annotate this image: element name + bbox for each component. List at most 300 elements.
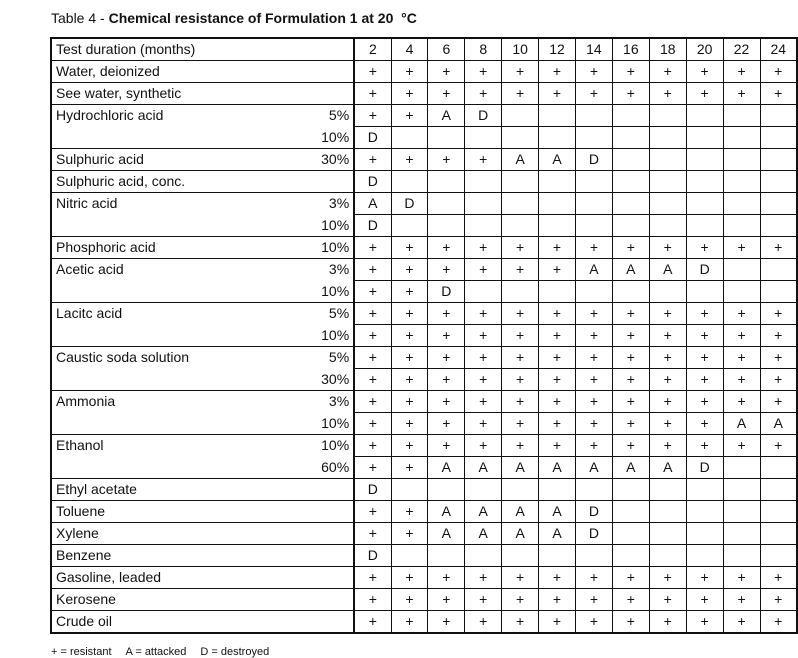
result-cell: + xyxy=(575,413,612,435)
result-cell: + xyxy=(686,61,723,83)
result-cell: + xyxy=(428,149,465,171)
result-cell xyxy=(723,281,760,303)
result-cell: + xyxy=(539,413,576,435)
result-cell: + xyxy=(649,567,686,589)
result-cell: A xyxy=(575,259,612,281)
result-cell: + xyxy=(465,303,502,325)
result-cell: + xyxy=(760,589,797,611)
table-row xyxy=(51,545,797,567)
result-cell xyxy=(465,215,502,237)
result-cell xyxy=(465,193,502,215)
result-cell: A xyxy=(539,501,576,523)
result-cell: + xyxy=(575,435,612,457)
result-cell: + xyxy=(723,83,760,105)
substance-name xyxy=(51,413,302,435)
month-header: 20 xyxy=(686,38,723,61)
result-cell: + xyxy=(575,589,612,611)
result-cell xyxy=(723,501,760,523)
concentration: 10% xyxy=(302,325,354,347)
result-cell: D xyxy=(354,215,391,237)
result-cell xyxy=(428,193,465,215)
result-cell xyxy=(612,149,649,171)
result-cell: + xyxy=(686,83,723,105)
result-cell xyxy=(649,105,686,127)
result-cell: + xyxy=(686,303,723,325)
result-cell: + xyxy=(539,325,576,347)
result-cell: D xyxy=(575,149,612,171)
concentration: 5% xyxy=(328,349,350,366)
month-header: 10 xyxy=(502,38,539,61)
resistance-table xyxy=(50,37,798,634)
table-body xyxy=(51,61,797,634)
result-cell xyxy=(612,545,649,567)
result-cell: + xyxy=(354,611,391,634)
result-cell xyxy=(686,149,723,171)
result-cell: + xyxy=(575,83,612,105)
result-cell xyxy=(760,215,797,237)
result-cell: A xyxy=(354,193,391,215)
result-cell: + xyxy=(465,369,502,391)
legend-attacked: A = attacked xyxy=(125,646,187,658)
result-cell: + xyxy=(465,149,502,171)
result-cell xyxy=(649,523,686,545)
result-cell: + xyxy=(760,303,797,325)
result-cell: + xyxy=(612,435,649,457)
result-cell: + xyxy=(354,325,391,347)
result-cell xyxy=(575,127,612,149)
result-cell: + xyxy=(428,413,465,435)
result-cell: + xyxy=(575,369,612,391)
result-cell: + xyxy=(502,435,539,457)
result-cell xyxy=(760,105,797,127)
month-header: 18 xyxy=(649,38,686,61)
result-cell: + xyxy=(502,303,539,325)
table-row xyxy=(51,193,797,215)
concentration: 3% xyxy=(328,261,350,278)
result-cell: + xyxy=(760,391,797,413)
result-cell: + xyxy=(723,391,760,413)
result-cell: + xyxy=(391,281,428,303)
result-cell: D xyxy=(354,545,391,567)
result-cell: + xyxy=(612,369,649,391)
substance-name: Sulphuric acid, conc. xyxy=(51,171,302,193)
result-cell: A xyxy=(428,105,465,127)
concentration: 3% xyxy=(328,393,350,410)
month-header: 2 xyxy=(354,38,391,61)
result-cell: + xyxy=(723,435,760,457)
month-header: 24 xyxy=(760,38,797,61)
result-cell: + xyxy=(539,259,576,281)
result-cell: + xyxy=(354,303,391,325)
result-cell: D xyxy=(465,105,502,127)
substance-name xyxy=(51,215,302,237)
result-cell xyxy=(502,215,539,237)
result-cell: A xyxy=(428,501,465,523)
result-cell: + xyxy=(686,589,723,611)
month-header: 12 xyxy=(539,38,576,61)
result-cell: + xyxy=(539,435,576,457)
result-cell: + xyxy=(354,281,391,303)
concentration xyxy=(302,567,354,589)
result-cell xyxy=(760,545,797,567)
table-row xyxy=(51,303,797,325)
result-cell: + xyxy=(649,61,686,83)
result-cell xyxy=(539,479,576,501)
result-cell xyxy=(465,545,502,567)
substance-name: Caustic soda solution xyxy=(56,349,190,366)
result-cell xyxy=(760,259,797,281)
result-cell: + xyxy=(391,259,428,281)
result-cell xyxy=(686,523,723,545)
result-cell: + xyxy=(428,391,465,413)
month-header: 22 xyxy=(723,38,760,61)
result-cell: + xyxy=(354,391,391,413)
result-cell: A xyxy=(612,259,649,281)
result-cell: + xyxy=(391,369,428,391)
result-cell xyxy=(575,479,612,501)
result-cell: A xyxy=(575,457,612,479)
concentration: 3% xyxy=(328,195,350,212)
result-cell: + xyxy=(539,83,576,105)
result-cell: + xyxy=(428,347,465,369)
result-cell xyxy=(612,127,649,149)
month-header: 14 xyxy=(575,38,612,61)
table-row xyxy=(51,523,797,545)
result-cell xyxy=(539,281,576,303)
result-cell: + xyxy=(354,435,391,457)
result-cell xyxy=(539,545,576,567)
result-cell xyxy=(612,171,649,193)
result-cell xyxy=(539,127,576,149)
substance-name: Benzene xyxy=(51,545,302,567)
legend xyxy=(51,646,283,658)
result-cell: + xyxy=(575,611,612,634)
result-cell: + xyxy=(391,523,428,545)
result-cell: + xyxy=(502,237,539,259)
result-cell: A xyxy=(539,523,576,545)
result-cell: + xyxy=(612,391,649,413)
result-cell: + xyxy=(723,567,760,589)
result-cell: + xyxy=(649,83,686,105)
result-cell xyxy=(723,193,760,215)
table-row xyxy=(51,611,797,634)
substance-name: Phosphoric acid xyxy=(51,237,302,259)
result-cell: + xyxy=(612,303,649,325)
result-cell: + xyxy=(391,611,428,634)
result-cell: + xyxy=(539,61,576,83)
result-cell: A xyxy=(428,523,465,545)
table-row xyxy=(51,281,797,303)
result-cell xyxy=(723,127,760,149)
result-cell: + xyxy=(539,303,576,325)
result-cell xyxy=(760,193,797,215)
table-row xyxy=(51,347,797,369)
result-cell: D xyxy=(354,171,391,193)
result-cell xyxy=(649,501,686,523)
result-cell xyxy=(723,171,760,193)
table-row xyxy=(51,259,797,281)
result-cell: + xyxy=(502,567,539,589)
result-cell: + xyxy=(612,61,649,83)
result-cell: A xyxy=(502,523,539,545)
result-cell: + xyxy=(575,303,612,325)
table-row xyxy=(51,325,797,347)
result-cell: + xyxy=(391,435,428,457)
result-cell: + xyxy=(760,611,797,634)
result-cell xyxy=(686,105,723,127)
result-cell: A xyxy=(539,149,576,171)
result-cell: A xyxy=(465,457,502,479)
result-cell: + xyxy=(428,259,465,281)
substance-name xyxy=(51,281,302,303)
result-cell: + xyxy=(686,391,723,413)
result-cell xyxy=(760,171,797,193)
result-cell xyxy=(539,105,576,127)
result-cell: A xyxy=(760,413,797,435)
substance-name: Ethyl acetate xyxy=(51,479,302,501)
result-cell xyxy=(502,545,539,567)
result-cell xyxy=(686,171,723,193)
result-cell: + xyxy=(391,589,428,611)
result-cell xyxy=(575,193,612,215)
result-cell: D xyxy=(391,193,428,215)
result-cell: + xyxy=(354,567,391,589)
result-cell: + xyxy=(502,589,539,611)
result-cell xyxy=(760,281,797,303)
result-cell: + xyxy=(391,105,428,127)
substance-name: Crude oil xyxy=(51,611,302,634)
result-cell: + xyxy=(649,347,686,369)
result-cell xyxy=(612,523,649,545)
concentration: 10% xyxy=(302,413,354,435)
result-cell: + xyxy=(686,567,723,589)
result-cell: + xyxy=(391,83,428,105)
substance-name xyxy=(51,325,302,347)
result-cell xyxy=(428,171,465,193)
result-cell xyxy=(760,479,797,501)
result-cell xyxy=(612,479,649,501)
result-cell xyxy=(686,281,723,303)
result-cell xyxy=(760,457,797,479)
result-cell xyxy=(391,171,428,193)
result-cell: + xyxy=(686,325,723,347)
table-row xyxy=(51,413,797,435)
result-cell: + xyxy=(354,149,391,171)
result-cell xyxy=(723,457,760,479)
result-cell: + xyxy=(612,237,649,259)
result-cell: + xyxy=(612,567,649,589)
result-cell: + xyxy=(428,237,465,259)
table-row xyxy=(51,479,797,501)
result-cell: + xyxy=(391,567,428,589)
table-row xyxy=(51,435,797,457)
result-cell: + xyxy=(502,611,539,634)
result-cell: + xyxy=(391,501,428,523)
concentration xyxy=(302,523,354,545)
substance-name: See water, synthetic xyxy=(51,83,302,105)
substance-name: Toluene xyxy=(51,501,302,523)
concentration: 30% xyxy=(302,149,354,171)
concentration: 10% xyxy=(302,281,354,303)
result-cell xyxy=(465,479,502,501)
result-cell xyxy=(502,193,539,215)
result-cell: + xyxy=(760,61,797,83)
result-cell xyxy=(428,215,465,237)
table-row xyxy=(51,567,797,589)
result-cell xyxy=(502,127,539,149)
table-row xyxy=(51,215,797,237)
result-cell xyxy=(575,171,612,193)
result-cell: + xyxy=(539,611,576,634)
result-cell: + xyxy=(686,413,723,435)
result-cell xyxy=(686,127,723,149)
result-cell: + xyxy=(539,347,576,369)
result-cell xyxy=(686,501,723,523)
result-cell: + xyxy=(649,611,686,634)
result-cell xyxy=(539,171,576,193)
result-cell xyxy=(465,281,502,303)
result-cell: + xyxy=(465,347,502,369)
result-cell xyxy=(502,105,539,127)
result-cell: + xyxy=(649,435,686,457)
result-cell xyxy=(575,215,612,237)
result-cell: + xyxy=(760,83,797,105)
concentration: 5% xyxy=(328,305,350,322)
concentration xyxy=(302,83,354,105)
result-cell xyxy=(686,479,723,501)
result-cell: + xyxy=(502,325,539,347)
concentration xyxy=(302,479,354,501)
header-label: Test duration (months) xyxy=(56,41,196,57)
result-cell: + xyxy=(649,303,686,325)
result-cell: + xyxy=(649,369,686,391)
result-cell: + xyxy=(465,325,502,347)
result-cell: D xyxy=(686,259,723,281)
result-cell: + xyxy=(612,325,649,347)
result-cell xyxy=(723,479,760,501)
table-row xyxy=(51,589,797,611)
result-cell: D xyxy=(575,523,612,545)
substance-name: Ammonia xyxy=(56,393,116,410)
table-row xyxy=(51,501,797,523)
result-cell xyxy=(760,127,797,149)
result-cell: + xyxy=(612,589,649,611)
result-cell: D xyxy=(575,501,612,523)
result-cell xyxy=(760,149,797,171)
result-cell xyxy=(612,281,649,303)
result-cell: A xyxy=(612,457,649,479)
result-cell xyxy=(502,281,539,303)
result-cell: + xyxy=(465,413,502,435)
table-row xyxy=(51,369,797,391)
result-cell: + xyxy=(760,435,797,457)
result-cell xyxy=(391,545,428,567)
result-cell xyxy=(612,215,649,237)
result-cell xyxy=(649,193,686,215)
result-cell: + xyxy=(502,347,539,369)
result-cell: A xyxy=(723,413,760,435)
result-cell: + xyxy=(428,325,465,347)
result-cell: + xyxy=(612,413,649,435)
result-cell: + xyxy=(354,105,391,127)
result-cell: + xyxy=(649,325,686,347)
result-cell: + xyxy=(575,347,612,369)
table-row xyxy=(51,105,797,127)
result-cell: + xyxy=(760,347,797,369)
result-cell: + xyxy=(354,237,391,259)
table-row xyxy=(51,457,797,479)
result-cell: + xyxy=(465,83,502,105)
result-cell xyxy=(723,215,760,237)
result-cell: + xyxy=(465,435,502,457)
concentration xyxy=(302,171,354,193)
substance-name: Lacitc acid xyxy=(56,305,123,322)
substance-name: Nitric acid xyxy=(56,195,118,212)
result-cell: + xyxy=(428,61,465,83)
table-row xyxy=(51,61,797,83)
result-cell xyxy=(686,545,723,567)
result-cell: + xyxy=(760,325,797,347)
result-cell xyxy=(686,215,723,237)
result-cell xyxy=(502,479,539,501)
result-cell: + xyxy=(502,61,539,83)
result-cell: + xyxy=(612,347,649,369)
result-cell: + xyxy=(354,61,391,83)
substance-name xyxy=(51,457,302,479)
result-cell: + xyxy=(686,347,723,369)
result-cell xyxy=(428,545,465,567)
legend-destroyed: D = destroyed xyxy=(200,646,270,658)
table-row xyxy=(51,391,797,413)
result-cell: + xyxy=(649,391,686,413)
result-cell: + xyxy=(391,325,428,347)
table-title-prefix: Table 4 - xyxy=(51,10,109,26)
result-cell: + xyxy=(723,237,760,259)
result-cell xyxy=(760,501,797,523)
concentration: 30% xyxy=(302,369,354,391)
result-cell xyxy=(428,479,465,501)
header-row xyxy=(51,38,797,61)
month-header: 4 xyxy=(391,38,428,61)
legend-resistant: + = resistant xyxy=(51,646,112,658)
result-cell: + xyxy=(502,413,539,435)
result-cell xyxy=(465,171,502,193)
result-cell xyxy=(612,193,649,215)
substance-name: Acetic acid xyxy=(56,261,124,278)
result-cell: + xyxy=(465,391,502,413)
result-cell: + xyxy=(502,369,539,391)
result-cell: A xyxy=(465,501,502,523)
result-cell: + xyxy=(428,369,465,391)
result-cell xyxy=(649,479,686,501)
result-cell xyxy=(465,127,502,149)
result-cell: A xyxy=(465,523,502,545)
result-cell xyxy=(502,171,539,193)
result-cell xyxy=(686,193,723,215)
result-cell: + xyxy=(354,347,391,369)
result-cell: D xyxy=(354,479,391,501)
result-cell: + xyxy=(428,435,465,457)
result-cell: + xyxy=(539,589,576,611)
result-cell: + xyxy=(391,391,428,413)
result-cell xyxy=(723,545,760,567)
result-cell: + xyxy=(391,61,428,83)
concentration xyxy=(302,61,354,83)
substance-name: Ethanol xyxy=(56,437,104,454)
result-cell: + xyxy=(354,259,391,281)
result-cell xyxy=(649,149,686,171)
result-cell: + xyxy=(465,237,502,259)
